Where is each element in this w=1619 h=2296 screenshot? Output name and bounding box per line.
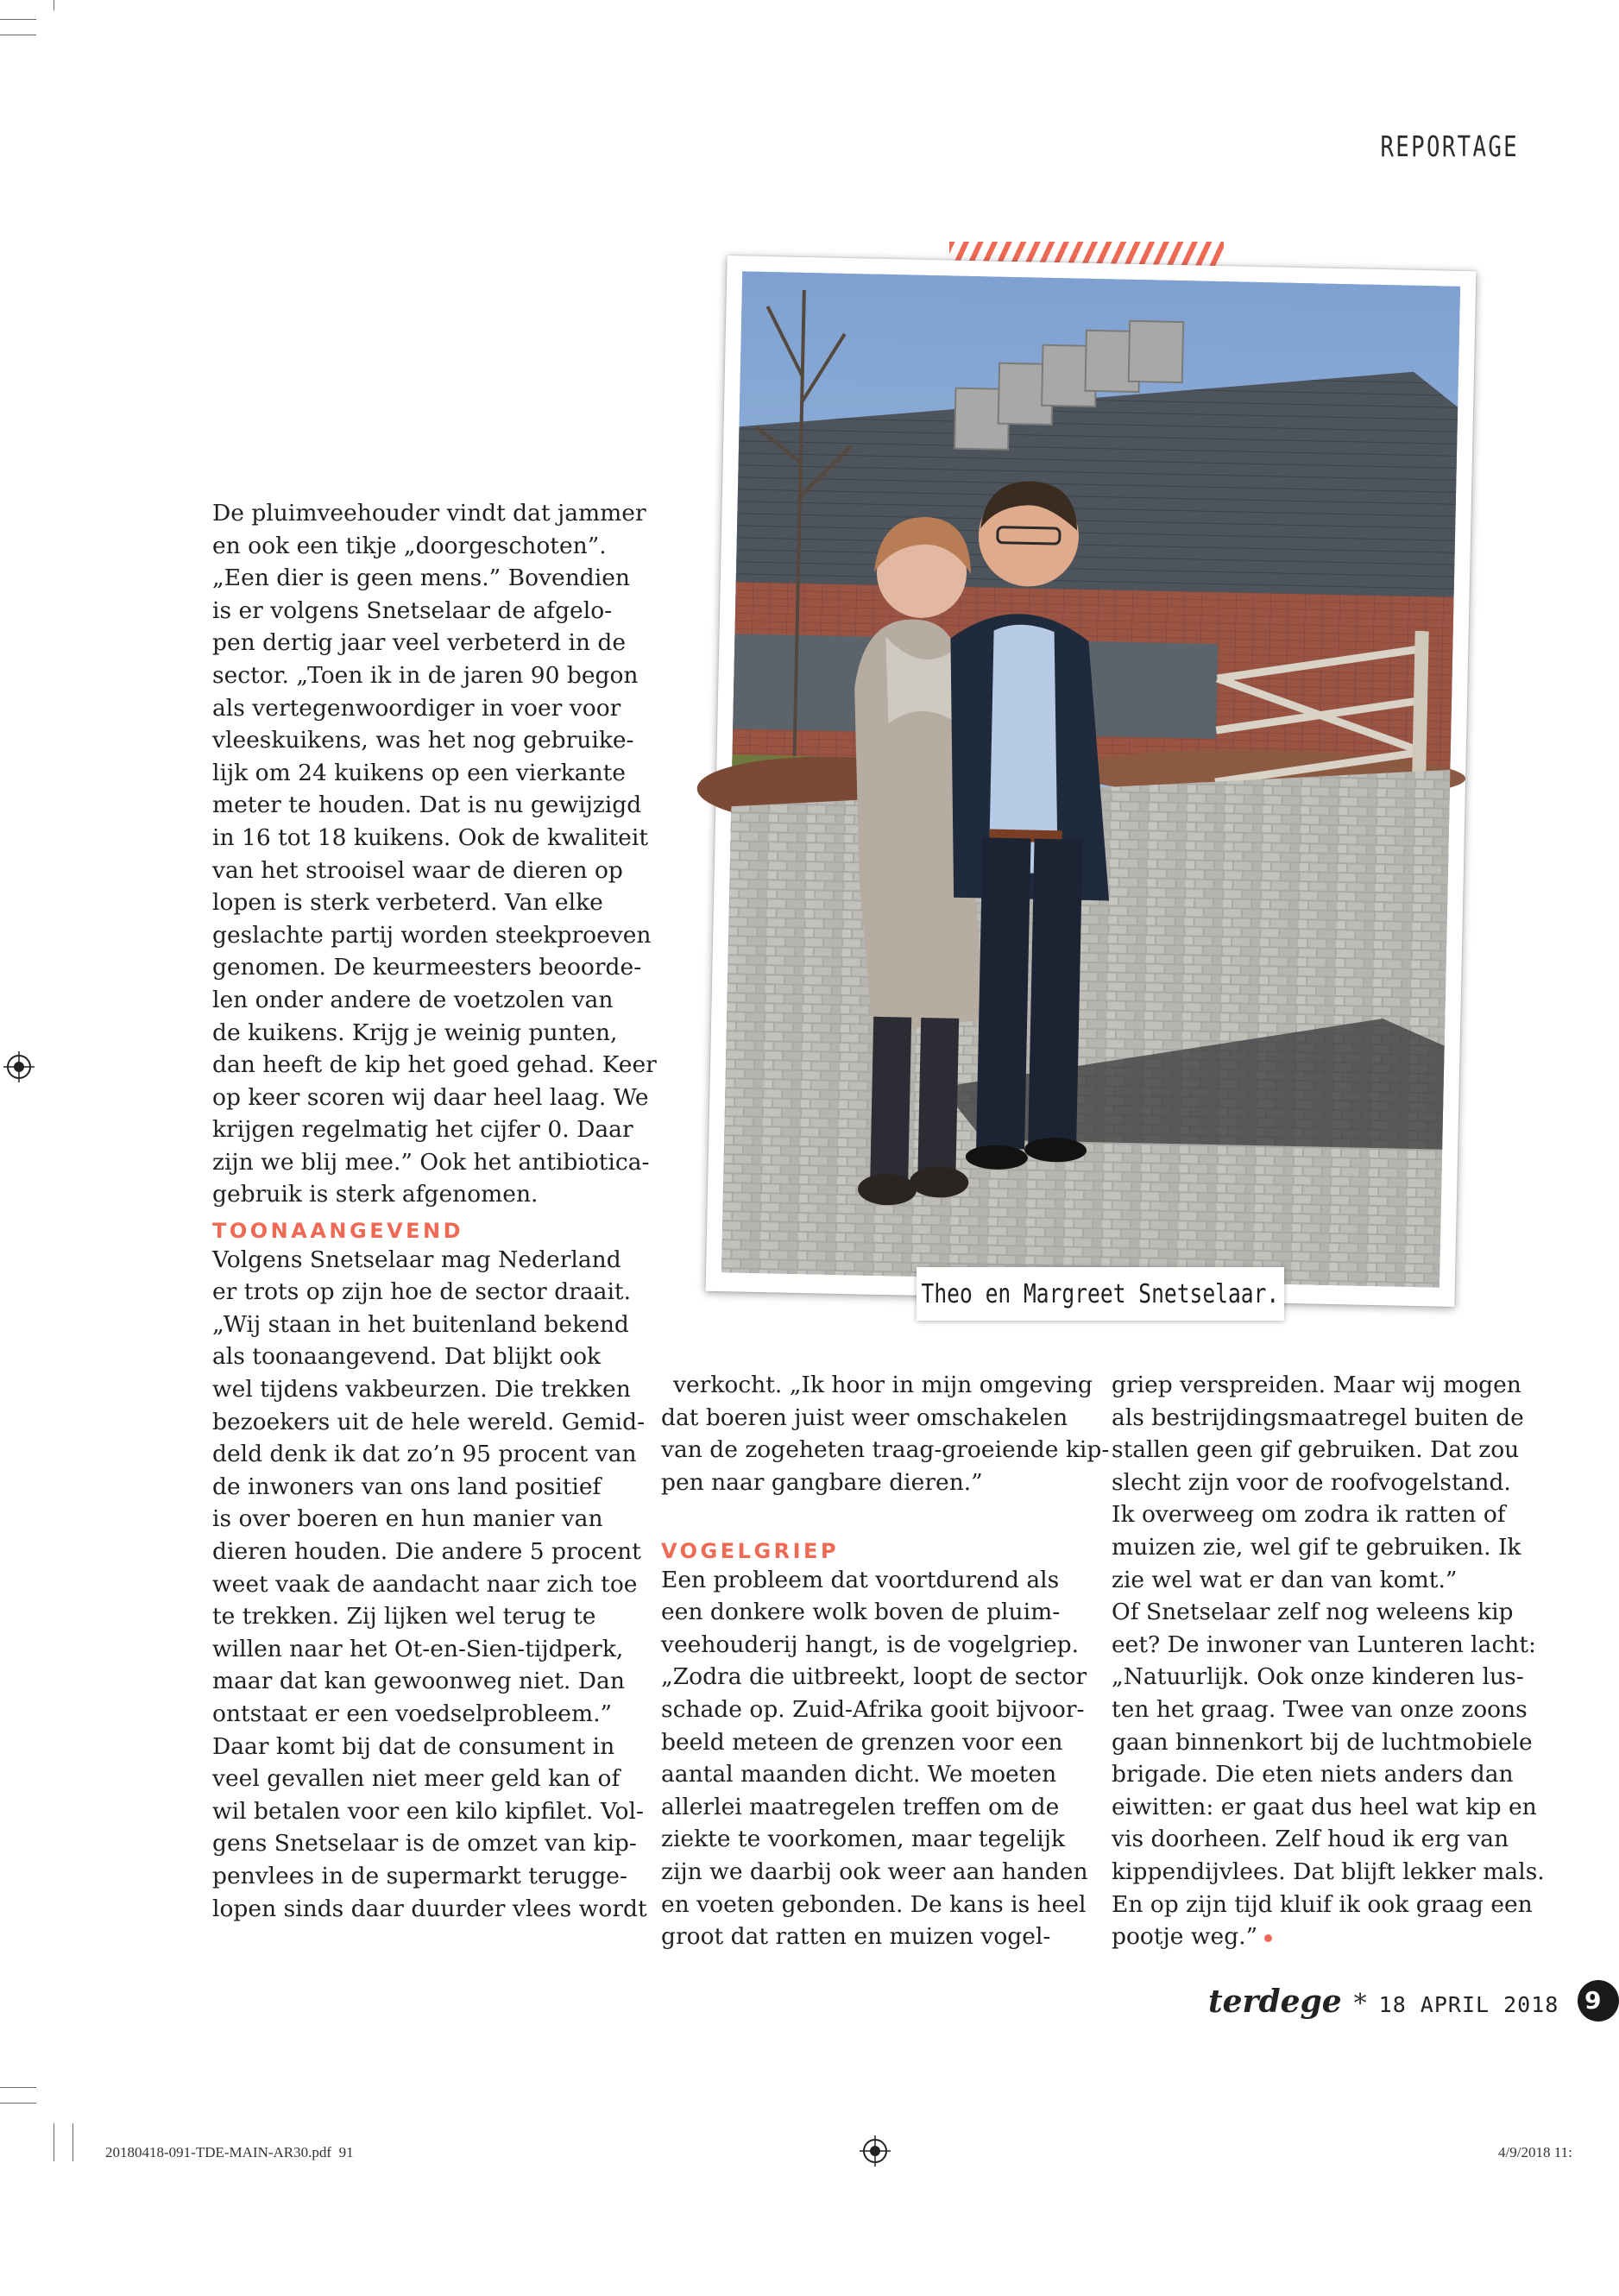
registration-mark-icon [3,1051,35,1082]
photo-caption [917,1267,1284,1321]
text-line: veel gevallen niet meer geld kan of [212,1765,621,1793]
text-line: beeld meteen de grenzen voor een [661,1728,1063,1756]
text-line: in 16 tot 18 kuikens. Ook de kwaliteit [212,823,648,851]
text-line: ten het graag. Twee van onze zoons [1112,1695,1528,1723]
portrait-photo [721,271,1460,1287]
asterisk-separator: * [1353,1989,1367,2019]
text-line: zijn we daarbij ook weer aan handen [661,1858,1088,1885]
text-line: bezoekers uit de hele wereld. Gemid- [212,1408,646,1435]
crop-mark [0,2103,36,2104]
text-line: Volgens Snetselaar mag Nederland [212,1246,621,1273]
text-line: „Wij staan in het buitenland bekend [212,1310,629,1338]
text-line: lopen sinds daar duurder vlees wordt [212,1895,647,1922]
text-line: op keer scoren wij daar heel laag. We [212,1083,649,1111]
spacer [661,1498,1097,1531]
text-line: lijk om 24 kuikens op een vierkante [212,759,626,786]
text-line: eiwitten: er gaat dus heel wat kip en [1112,1793,1537,1820]
text-line: wel tijdens vakbeurzen. Die trekken [212,1376,631,1403]
text-line [1112,1921,1543,1953]
final-line: pootje weg.” [1112,1923,1258,1951]
crop-mark [0,2087,36,2088]
text-line: Of Snetselaar zelf nog weleens kip [1112,1599,1514,1626]
text-line: dat boeren juist weer omschakelen [661,1403,1068,1431]
article-column-3 [1112,1369,1543,1953]
text-line: er trots op zijn hoe de sector draait. [212,1278,631,1306]
photo-caption-text: Theo en Margreet Snetselaar. [921,1278,1280,1309]
section-label: REPORTAGE [1380,129,1519,163]
text-line: is er volgens Snetselaar de afgelo- [212,596,613,624]
text-line: muizen zie, wel gif te gebruiken. Ik [1112,1533,1521,1561]
text-line: vleeskuikens, was het nog gebruike- [212,727,634,754]
text-line: gaan binnenkort bij de luchtmobiele [1112,1728,1533,1756]
text-line: Een probleem dat voortdurend als [661,1566,1060,1593]
registration-mark-icon [860,2135,891,2167]
text-line: van de zogeheten traag-groeiende kip- [661,1436,1110,1464]
text-line: eet? De inwoner van Lunteren lacht: [1112,1631,1536,1658]
text-line: schade op. Zuid-Afrika gooit bijvoor- [661,1695,1085,1723]
text-line: pen dertig jaar veel verbeterd in de [212,629,627,657]
text-line: allerlei maatregelen treffen om de [661,1793,1060,1820]
text-line: veehouderij hangt, is de vogelgriep. [661,1631,1080,1658]
slug-page: 91 [338,2144,354,2160]
text-line: te trekken. Zij lijken wel terug te [212,1603,596,1631]
subheading-toonaangevend: TOONAANGEVEND [212,1219,464,1244]
end-mark-icon [1264,1934,1272,1942]
text-line: willen naar het Ot-en-Sien-tijdperk, [212,1635,624,1662]
text-line: verkocht. „Ik hoor in mijn omgeving [673,1372,1093,1398]
text-line: genomen. De keurmeesters beoorde- [212,954,642,981]
text-line: van het strooisel waar de dieren op [212,856,623,884]
text-line: „Zodra die uitbreekt, loopt de sector [661,1663,1087,1691]
text-line: gebruik is sterk afgenomen. [212,1181,539,1208]
issue-date: 18 APRIL 2018 [1378,1992,1559,2017]
text-line: En op zijn tijd kluif ik ook graag een [1112,1890,1533,1918]
text-line: zie wel wat er dan van komt.” [1112,1566,1458,1593]
text-line: de kuikens. Krijg je weinig punten, [212,1019,618,1046]
article-column-1 [212,497,657,1925]
print-slug-file [105,2144,354,2161]
text-line: Daar komt bij dat de consument in [212,1732,615,1760]
text-line: groot dat ratten en muizen vogel- [661,1923,1051,1951]
text-line: „Een dier is geen mens.” Bovendien [212,565,630,592]
text-line: een donkere wolk boven de pluim- [661,1599,1061,1626]
print-slug-date: 4/9/2018 11: [1498,2144,1572,2160]
text-line: ontstaat er een voedselprobleem.” [212,1700,613,1727]
text-line: geslachte partij worden steekproeven [212,921,652,949]
text-line: en ook een tikje „doorgeschoten”. [212,532,607,559]
text-line: „Natuurlijk. Ook onze kinderen lus- [1112,1663,1524,1691]
page-number-badge: 9 [1578,1980,1619,2022]
text-line: deld denk ik dat zo’n 95 procent van [212,1441,637,1468]
text-line: wil betalen voor een kilo kipfilet. Vol- [212,1797,644,1825]
text-line: als bestrijdingsmaatregel buiten de [1112,1403,1524,1431]
text-line: als toonaangevend. Dat blijkt ook [212,1343,602,1371]
text-line: de inwoners van ons land positief [212,1473,602,1500]
text-line: dan heeft de kip het goed gehad. Keer [212,1051,657,1079]
text-line: dieren houden. Die andere 5 procent [212,1538,641,1565]
magazine-logo: terdege [1208,1984,1342,2020]
text-line: pen naar gangbare dieren.” [661,1468,983,1496]
text-line: krijgen regelmatig het cijfer 0. Daar [212,1116,633,1144]
text-line: len onder andere de voetzolen van [212,986,614,1013]
photo-illustration [721,271,1460,1287]
text-line: griep verspreiden. Maar wij mogen [1112,1372,1521,1398]
slug-file-name: 20180418-091-TDE-MAIN-AR30.pdf [105,2144,332,2160]
text-line: meter te houden. Dat is nu gewijzigd [212,792,642,819]
text-line: en voeten gebonden. De kans is heel [661,1890,1087,1918]
text-line: lopen is sterk verbeterd. Van elke [212,889,603,917]
crop-mark [0,19,36,20]
text-line: brigade. Die eten niets anders dan [1112,1761,1514,1788]
text-line: stallen geen gif gebruiken. Dat zou [1112,1436,1520,1464]
text-line: slecht zijn voor de roofvogelstand. [1112,1468,1511,1496]
text-line: maar dat kan gewoonweg niet. Dan [212,1668,625,1695]
photo-frame [706,255,1477,1307]
text-line: vis doorheen. Zelf houd ik erg van [1112,1826,1509,1853]
text-line: aantal maanden dicht. We moeten [661,1761,1057,1788]
text-line: sector. „Toen ik in de jaren 90 begon [212,661,639,689]
text-line: kippendijvlees. Dat blijft lekker mals. [1112,1858,1545,1885]
text-line: Ik overweeg om zodra ik ratten of [1112,1501,1506,1529]
text-line: zijn we blij mee.” Ook het antibiotica- [212,1148,650,1176]
text-line: ziekte te voorkomen, maar tegelijk [661,1826,1065,1853]
text-line: penvlees in de supermarkt terugge- [212,1862,627,1889]
crop-mark [72,2123,73,2161]
text-line: De pluimveehouder vindt dat jammer [212,500,646,527]
text-line: als vertegenwoordiger in voer voor [212,694,621,722]
subheading-vogelgriep: VOGELGRIEP [661,1538,840,1563]
text-line: gens Snetselaar is de omzet van kip- [212,1830,637,1858]
text-line: weet vaak de aandacht naar zich toe [212,1570,638,1598]
text-line: is over boeren en hun manier van [212,1505,603,1533]
page-footer [1208,1984,1559,2020]
article-column-2 [661,1369,1110,1953]
